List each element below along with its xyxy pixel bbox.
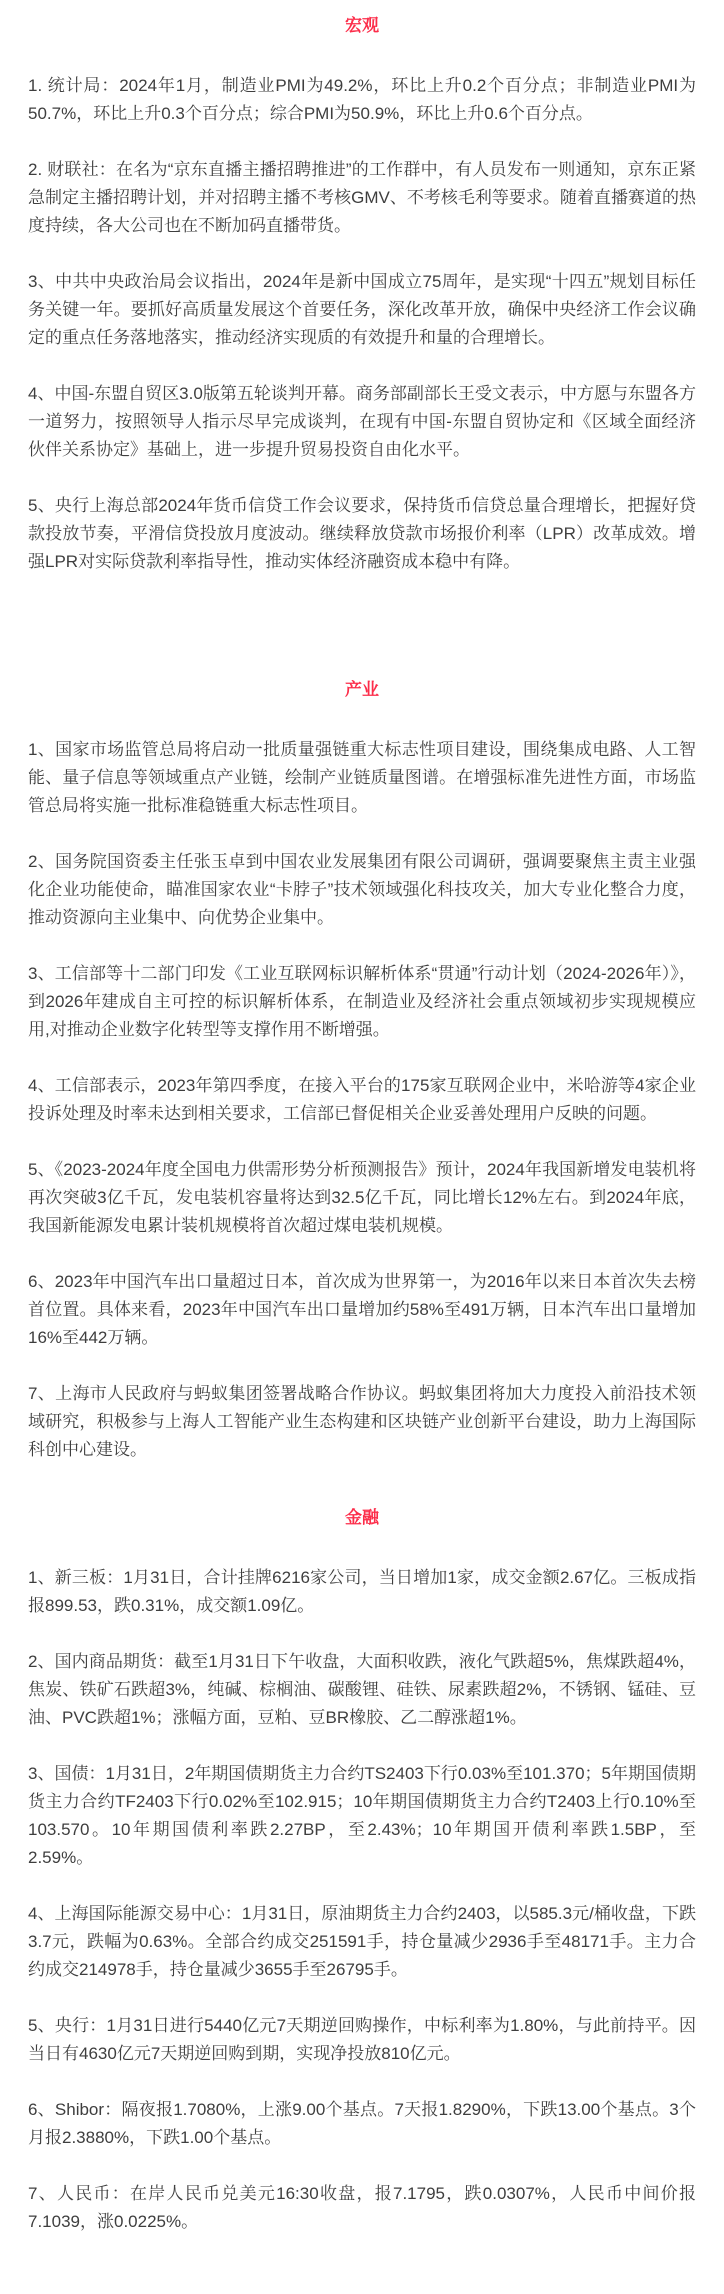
section-title-industry: 产业 — [345, 680, 379, 699]
industry-item-5: 5、《2023-2024年度全国电力供需形势分析预测报告》预计，2024年我国新增发电装机将再次突破3亿千瓦，发电装机容量将达到32.5亿千瓦，同比增长12%左右。到2024年底，我国新能源发电累计装机规模将首次超过煤电装机规模。 — [28, 1160, 696, 1235]
macro-item-3: 3、中共中央政治局会议指出，2024年是新中国成立75周年，是实现“十四五”规划目标任务关键一年。要抓好高质量发展这个首要任务，深化改革开放，确保中央经济工作会议确定的重点任务落地落实，推动经济实现质的有效提升和量的合理增长。 — [28, 272, 696, 347]
industry-item-4: 4、工信部表示，2023年第四季度，在接入平台的175家互联网企业中，米哈游等4家企业投诉处理及时率未达到相关要求，工信部已督促相关企业妥善处理用户反映的问题。 — [28, 1076, 696, 1123]
section-title-macro: 宏观 — [345, 16, 379, 35]
section-title-finance: 金融 — [345, 1508, 379, 1527]
finance-item-2: 2、国内商品期货：截至1月31日下午收盘，大面积收跌，液化气跌超5%，焦煤跌超4%，焦炭、铁矿石跌超3%，纯碱、棕榈油、碳酸锂、硅铁、尿素跌超2%，不锈钢、锰硅、豆油、PVC跌超1%；涨幅方面，豆粕、豆BR橡胶、乙二醇涨超1%。 — [28, 1652, 696, 1727]
finance-item-3: 3、国债：1月31日，2年期国债期货主力合约TS2403下行0.03%至101.370；5年期国债期货主力合约TF2403下行0.02%至102.915；10年期国债期货主力合约T2403上行0.10%至103.570。10年期国债利率跌2.27BP，至2.43%；10年期国开债利率跌1.5BP，至2.59%。 — [28, 1764, 696, 1867]
industry-item-3: 3、工信部等十二部门印发《工业互联网标识解析体系“贯通”行动计划（2024-2026年）》，到2026年建成自主可控的标识解析体系，在制造业及经济社会重点领域初步实现规模应用,对推动企业数字化转型等支撑作用不断增强。 — [28, 964, 696, 1039]
section-industry — [28, 676, 696, 1464]
industry-item-6: 6、2023年中国汽车出口量超过日本，首次成为世界第一，为2016年以来日本首次失去榜首位置。具体来看，2023年中国汽车出口量增加约58%至491万辆，日本汽车出口量增加16%至442万辆。 — [28, 1272, 696, 1347]
section-macro — [28, 12, 696, 576]
finance-item-7: 7、人民币：在岸人民币兑美元16:30收盘，报7.1795，跌0.0307%，人民币中间价报7.1039，涨0.0225%。 — [28, 2184, 696, 2231]
industry-item-1: 1、国家市场监管总局将启动一批质量强链重大标志性项目建设，围绕集成电路、人工智能、量子信息等领域重点产业链，绘制产业链质量图谱。在增强标准先进性方面，市场监管总局将实施一批标准稳链重大标志性项目。 — [28, 740, 696, 815]
industry-item-7: 7、上海市人民政府与蚂蚁集团签署战略合作协议。蚂蚁集团将加大力度投入前沿技术领域研究，积极参与上海人工智能产业生态构建和区块链产业创新平台建设，助力上海国际科创中心建设。 — [28, 1384, 696, 1459]
finance-item-6: 6、Shibor：隔夜报1.7080%，上涨9.00个基点。7天报1.8290%，下跌13.00个基点。3个月报2.3880%，下跌1.00个基点。 — [28, 2100, 696, 2147]
industry-item-2: 2、国务院国资委主任张玉卓到中国农业发展集团有限公司调研，强调要聚焦主责主业强化企业功能使命，瞄准国家农业“卡脖子”技术领域强化科技攻关，加大专业化整合力度，推动资源向主业集中、向优势企业集中。 — [28, 852, 696, 927]
macro-item-2: 2. 财联社：在名为“京东直播主播招聘推进”的工作群中，有人员发布一则通知，京东正紧急制定主播招聘计划，并对招聘主播不考核GMV、不考核毛利等要求。随着直播赛道的热度持续，各大公司也在不断加码直播带货。 — [28, 160, 696, 235]
macro-item-1: 1. 统计局：2024年1月，制造业PMI为49.2%，环比上升0.2个百分点；非制造业PMI为50.7%，环比上升0.3个百分点；综合PMI为50.9%，环比上升0.6个百分点。 — [28, 76, 696, 123]
macro-item-5: 5、央行上海总部2024年货币信贷工作会议要求，保持货币信贷总量合理增长，把握好贷款投放节奏，平滑信贷投放月度波动。继续释放贷款市场报价利率（LPR）改革成效。增强LPR对实际贷款利率指导性，推动实体经济融资成本稳中有降。 — [28, 496, 696, 571]
finance-item-4: 4、上海国际能源交易中心：1月31日，原油期货主力合约2403，以585.3元/桶收盘，下跌3.7元，跌幅为0.63%。全部合约成交251591手，持仓量减少2936手至48171手。主力合约成交214978手，持仓量减少3655手至26795手。 — [28, 1904, 696, 1979]
macro-item-4: 4、中国-东盟自贸区3.0版第五轮谈判开幕。商务部副部长王受文表示，中方愿与东盟各方一道努力，按照领导人指示尽早完成谈判，在现有中国-东盟自贸协定和《区域全面经济伙伴关系协定》基础上，进一步提升贸易投资自由化水平。 — [28, 384, 696, 459]
finance-item-5: 5、央行：1月31日进行5440亿元7天期逆回购操作，中标利率为1.80%，与此前持平。因当日有4630亿元7天期逆回购到期，实现净投放810亿元。 — [28, 2016, 696, 2063]
section-finance — [28, 1504, 696, 2236]
finance-item-1: 1、新三板：1月31日，合计挂牌6216家公司，当日增加1家，成交金额2.67亿。三板成指报899.53，跌0.31%，成交额1.09亿。 — [28, 1568, 696, 1615]
